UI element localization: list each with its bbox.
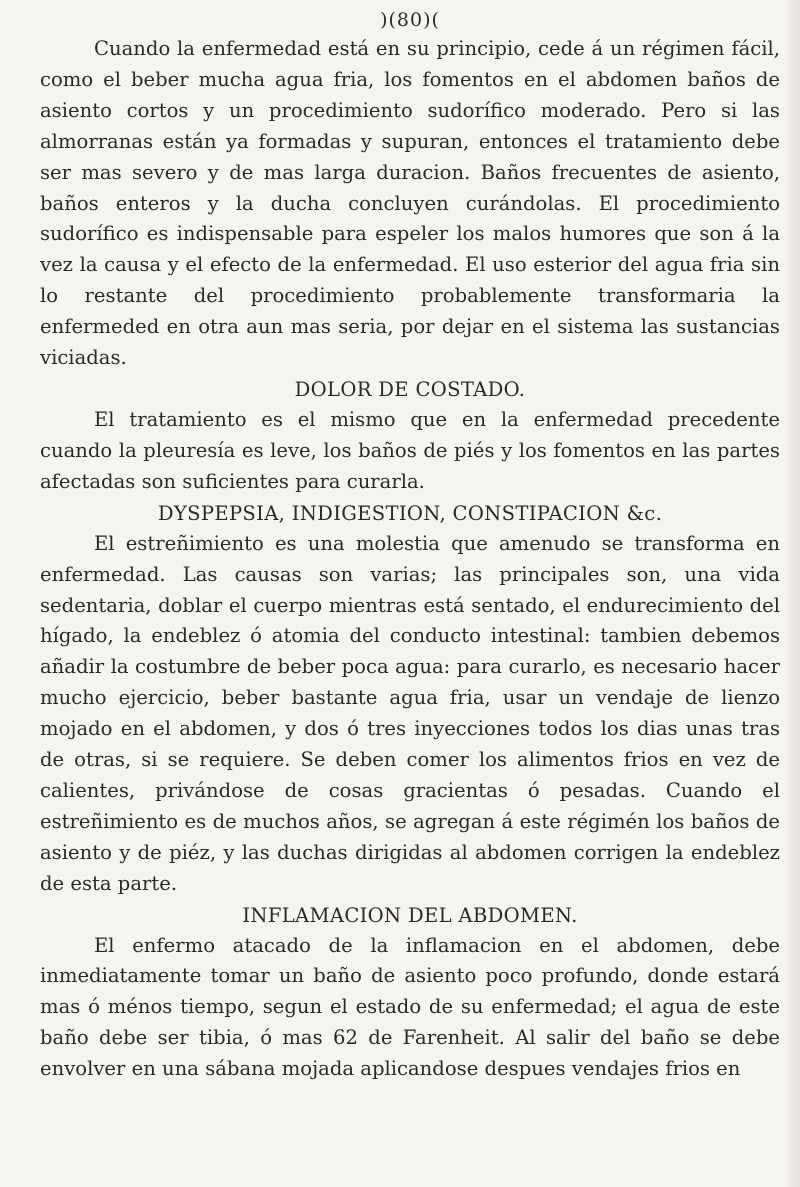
heading-dolor-de-costado: DOLOR DE COSTADO. — [294, 377, 526, 401]
paragraph-dyspepsia: El estreñimiento es una molestia que amenudo se transforma en enfermedad. Las causas son varias; las principales son, una vida sedentaria, doblar el cuerpo mientras está sentado, el endurecimiento del hígado, la endeblez ó atomia del conducto intestinal: tambien debemos añadir la costumbre de beber poca agua: para curarlo, es necesario hacer mucho ejercicio, beber bastante agua fria, usar un vendaje de lienzo mojado en el abdomen, y dos ó tres inyecciones todos los dias unas tras de otras, si se requiere. Se deben comer los alimentos frios en vez de calientes, privándose de cosas gracientas ó pesadas. Cuando el estreñimiento es de muchos años, se agregan á este régimén los baños de asiento y de piéz, y las duchas dirigidas al abdomen corrigen la endeblez de esta parte. — [40, 531, 780, 895]
paragraph-dolor-de-costado: El tratamiento es el mismo que en la enfermedad precedente cuando la pleuresía es leve, los baños de piés y los fomentos en las partes afectadas son suficientes para curarla. — [40, 407, 780, 493]
paragraph-inflamacion: El enfermo atacado de la inflamacion en el abdomen, debe inmediatamente tomar un baño de asiento poco profundo, donde estará mas ó ménos tiempo, segun el estado de su enfermedad; el agua de este baño debe ser tibia, ó mas 62 de Farenheit. Al salir del baño se debe envolver en una sábana mojada aplicandose despues vendajes frios en — [40, 933, 780, 1081]
paragraph-almorranas: Cuando la enfermedad está en su principio, cede á un régimen fácil, como el beber mucha agua fria, los fomentos en el abdomen baños de asiento cortos y un procedimiento sudorífico moderado. Pero si las almorranas están ya formadas y supuran, entonces el tratamiento debe ser mas severo y de mas larga duracion. Baños frecuentes de asiento, baños enteros y la ducha concluyen curándolas. El procedimiento sudorífico es indispensable para espeler los malos humores que son á la vez la causa y el efecto de la enfermedad. El uso esterior del agua fria sin lo restante del procedimiento probablemente transformaria la enfermeded en otra aun mas seria, por dejar en el sistema las sustancias viciadas. — [40, 37, 780, 370]
page-edge-shadow — [788, 0, 800, 1187]
heading-dyspepsia: DYSPEPSIA, INDIGESTION, CONSTIPACION &c. — [157, 501, 663, 525]
heading-inflamacion-del-abdomen: INFLAMACION DEL ABDOMEN. — [242, 903, 578, 927]
page-number: )(80)( — [380, 9, 440, 31]
